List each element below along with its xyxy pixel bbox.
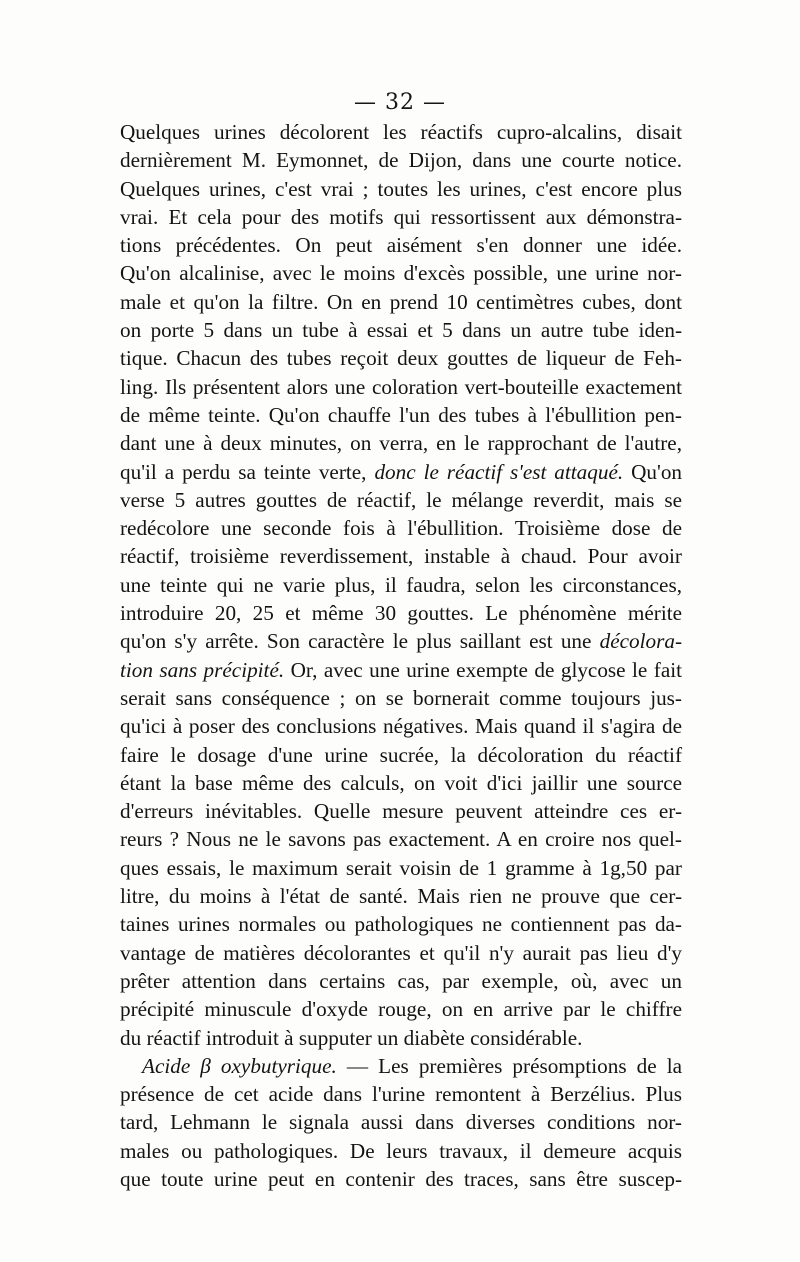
text-line: qu'ici à poser des conclusions négatives. Mais quand il s'agira de xyxy=(120,714,682,739)
text-line: tions précédentes. On peut aisément s'en donner une idée. xyxy=(120,233,682,258)
text-line: males ou pathologiques. De leurs travaux, il demeure acquis xyxy=(120,1138,682,1163)
text-line: présence de cet acide dans l'urine remontent à Berzélius. Plus xyxy=(120,1082,682,1107)
text-segment: qu'il a perdu sa teinte verte, xyxy=(120,459,367,484)
italic-phrase: tion sans précipité. xyxy=(120,657,285,682)
text-line: serait sans conséquence ; on se bornerait comme toujours jus- xyxy=(120,685,682,710)
text-line-mixed xyxy=(120,627,682,655)
text-line: faire le dosage d'une urine sucrée, la décoloration du réactif xyxy=(120,742,682,767)
italic-phrase: donc le réactif s'est attaqué. xyxy=(374,459,624,484)
text-line: tique. Chacun des tubes reçoit deux gouttes de liqueur de Feh- xyxy=(120,346,682,371)
text-line: verse 5 autres gouttes de réactif, le mélange reverdit, mais se xyxy=(120,487,682,512)
text-segment: Or, avec une urine exempte de glycose le fait xyxy=(290,657,683,682)
text-line: vantage de matières décolorantes et qu'il n'y aurait pas lieu d'y xyxy=(120,940,682,965)
italic-phrase: décolora- xyxy=(599,629,683,654)
text-line-mixed xyxy=(120,656,682,684)
text-line: d'erreurs inévitables. Quelle mesure peuvent atteindre ces er- xyxy=(120,799,682,824)
text-segment: — Les premières présomptions de la xyxy=(346,1053,683,1078)
section-heading: Acide β oxybutyrique. xyxy=(142,1053,337,1078)
text-line: ques essais, le maximum serait voisin de 1 gramme à 1g,50 par xyxy=(120,855,682,880)
text-line: Qu'on alcalinise, avec le moins d'excès possible, une urine nor- xyxy=(120,261,682,286)
text-line: du réactif introduit à supputer un diabète considérable. xyxy=(120,1025,583,1050)
text-segment: Qu'on xyxy=(631,459,683,484)
text-line-mixed xyxy=(120,458,682,486)
text-line: Quelques urines, c'est vrai ; toutes les urines, c'est encore plus xyxy=(120,176,682,201)
text-line: reurs ? Nous ne le savons pas exactement. A en croire nos quel- xyxy=(120,827,682,852)
text-line: male et qu'on la filtre. On en prend 10 centimètres cubes, dont xyxy=(120,289,682,314)
text-line: que toute urine peut en contenir des traces, sans être suscep- xyxy=(120,1166,682,1191)
text-line: prêter attention dans certains cas, par exemple, où, avec un xyxy=(120,968,682,993)
text-line: tard, Lehmann le signala aussi dans diverses conditions nor- xyxy=(120,1110,682,1135)
text-line: ling. Ils présentent alors une coloration vert-bouteille exactement xyxy=(120,374,682,399)
text-line: litre, du moins à l'état de santé. Mais rien ne prouve que cer- xyxy=(120,884,682,909)
text-line: vrai. Et cela pour des motifs qui ressortissent aux démonstra- xyxy=(120,204,682,229)
text-segment: qu'on s'y arrête. Son caractère le plus saillant est une xyxy=(120,629,592,654)
section-heading-line xyxy=(120,1052,682,1080)
text-line: une teinte qui ne varie plus, il faudra, selon les circonstances, xyxy=(120,572,682,597)
text-line: introduire 20, 25 et même 30 gouttes. Le phénomène mérite xyxy=(120,601,682,626)
text-line: redécolore une seconde fois à l'ébullition. Troisième dose de xyxy=(120,516,682,541)
page-number: — 32 — xyxy=(354,90,446,115)
text-line: on porte 5 dans un tube à essai et 5 dans un autre tube iden- xyxy=(120,318,682,343)
text-line: de même teinte. Qu'on chauffe l'un des tubes à l'ébullition pen- xyxy=(120,402,682,427)
text-line: dant une à deux minutes, on verra, en le rapprochant de l'autre, xyxy=(120,431,682,456)
text-line: dernièrement M. Eymonnet, de Dijon, dans une courte notice. xyxy=(120,148,682,173)
text-line: précipité minuscule d'oxyde rouge, on en arrive par le chiffre xyxy=(120,997,682,1022)
text-line: réactif, troisième reverdissement, instable à chaud. Pour avoir xyxy=(120,544,682,569)
text-line: Quelques urines décolorent les réactifs cupro-alcalins, disait xyxy=(120,120,682,144)
text-line: taines urines normales ou pathologiques ne contiennent pas da- xyxy=(120,912,682,937)
text-line: étant la base même des calculs, on voit d'ici jaillir une source xyxy=(120,770,682,795)
body-text xyxy=(120,118,682,1193)
